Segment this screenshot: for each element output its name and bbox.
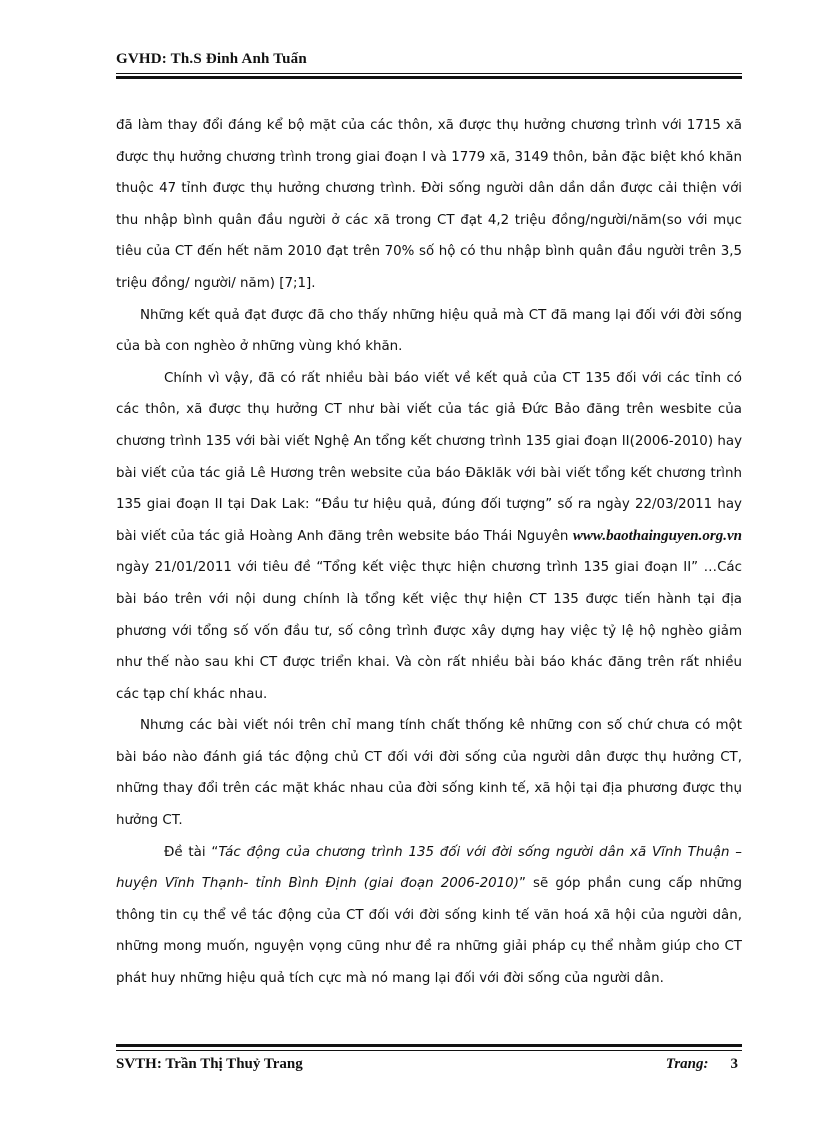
paragraph-3	[116, 363, 742, 711]
footer-rule-thin	[116, 1050, 742, 1051]
paragraph-5	[116, 837, 742, 995]
paragraph-2: Những kết quả đạt được đã cho thấy những hiệu quả mà CT đã mang lại đối với đời sống của bà con nghèo ở những vùng khó khăn.	[116, 307, 742, 355]
header-rule-thick	[116, 76, 742, 79]
footer-page	[666, 1056, 738, 1073]
thesis-title: Tác động của chương trình 135 đối với đời sống người dân xã Vĩnh Thuận – huyện Vĩnh Thạnh- tỉnh Bình Định (giai đoạn 2006-2010)	[116, 844, 743, 892]
page-header	[116, 48, 742, 68]
footer-student: SVTH: Trần Thị Thuỷ Trang	[116, 1056, 303, 1072]
paragraph-3-text-a: Chính vì vậy, đã có rất nhiều bài báo viết về kết quả của CT 135 đối với các tỉnh có các thôn, xã được thụ hưởng CT như bài viết của tác giả Đức Bảo đăng trên wesbite của chương trình 135 với bài viết Nghệ An tổng kết chương trình 135 giai đoạn II(2006-2010) hay bài viết của tác giả Lê Hương trên website của báo Đăklăk với bài viết tổng kết chương trình 135 giai đoạn II tại Dak Lak: “Đầu tư hiệu quả, đúng đối tượng” số ra ngày 22/03/2011 hay bài viết của tác giả Hoàng Anh đăng trên website báo Thái Nguyên	[116, 370, 742, 544]
paragraph-4: Nhưng các bài viết nói trên chỉ mang tính chất thống kê những con số chứ chưa có một bài báo nào đánh giá tác động chủ CT đối với đời sống của người dân được thụ hưởng CT, những thay đổi trên các mặt khác nhau của đời sống kinh tế, xã hội tại địa phương được thụ hưởng CT.	[116, 718, 742, 829]
footer-rule-thick	[116, 1044, 742, 1047]
header-title: GVHD: Th.S Đinh Anh Tuấn	[116, 51, 307, 67]
header-rule-thin	[116, 73, 742, 74]
paragraph-3-text-b: ngày 21/01/2011 với tiêu đề “Tổng kết việc thực hiện chương trình 135 giai đoạn II” …Các bài báo trên với nội dung chính là tổng kết việc thự hiện CT 135 được tiến hành tại địa phương với tổng số vốn đầu tư, số công trình được xây dựng hay việc tỷ lệ hộ nghèo giảm như thế nào sau khi CT được triển khai. Và còn rất nhiều bài báo khác đăng trên rất nhiều các tạp chí khác nhau.	[116, 560, 742, 702]
document-body	[116, 110, 742, 995]
page-footer	[116, 1056, 742, 1078]
page-label: Trang:	[665, 1056, 709, 1072]
page-number: 3	[730, 1056, 738, 1072]
paragraph-1: đã làm thay đổi đáng kể bộ mặt của các thôn, xã được thụ hưởng chương trình với 1715 xã được thụ hưởng chương trình trong giai đoạn I và 1779 xã, 3149 thôn, bản đặc biệt khó khăn thuộc 47 tỉnh được thụ hưởng chương trình. Đời sống người dân dần dần được cải thiện với thu nhập bình quân đầu người ở các xã trong CT đạt 4,2 triệu đồng/người/năm(so với mục tiêu của CT đến hết năm 2010 đạt trên 70% số hộ có thu nhập bình quân đầu người trên 3,5 triệu đồng/ người/ năm) [7;1].	[116, 118, 742, 291]
paragraph-5-text-b: ” sẽ góp phần cung cấp những thông tin cụ thể về tác động của CT đối với đời sống kinh tế văn hoá xã hội của người dân, những mong muốn, nguyện vọng cũng như đề ra những giải pháp cụ thể nhằm giúp cho CT phát huy những hiệu quả tích cực mà nó mang lại đối với đời sống của người dân.	[116, 876, 742, 987]
paragraph-5-text-a: Đề tài “	[164, 844, 219, 860]
website-link: www.baothainguyen.org.vn	[572, 527, 742, 544]
